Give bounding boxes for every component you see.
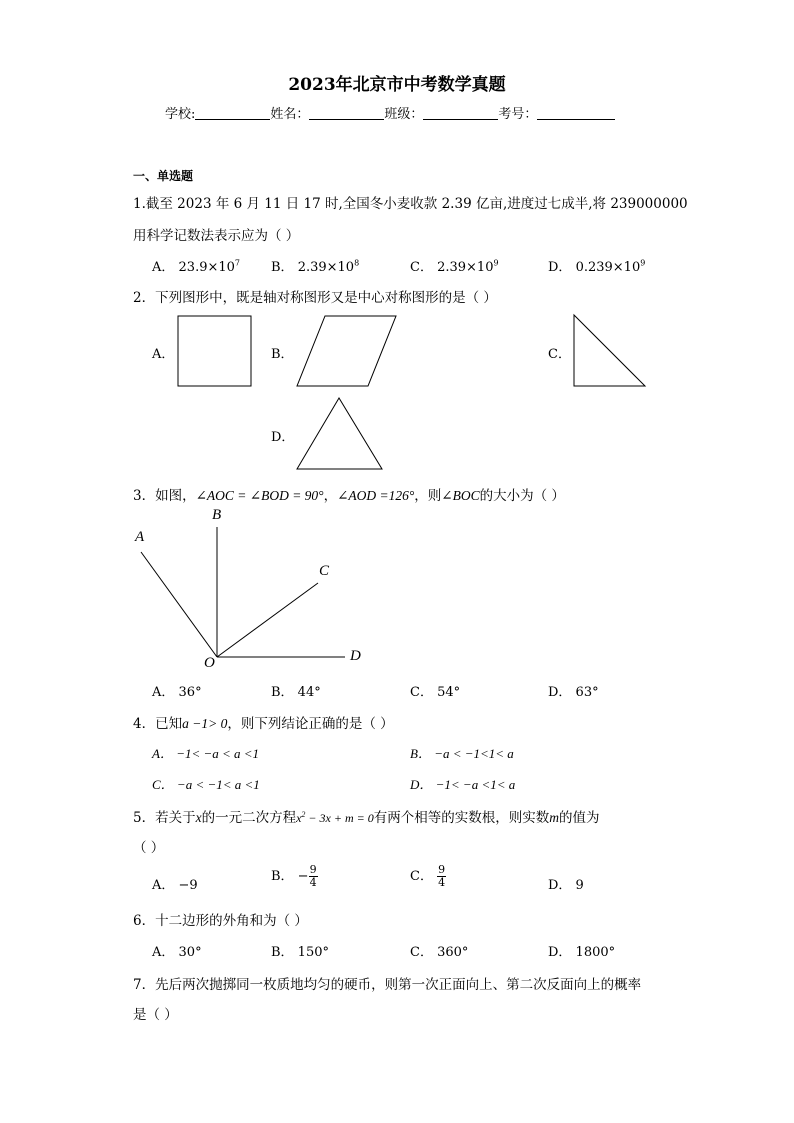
q2-text: 2．下列图形中，既是轴对称图形又是中心对称图形的是（ ） [133,290,497,306]
q5-option-d[interactable]: D． 9 [548,878,584,893]
section-heading: 一、单选题 [133,169,194,183]
point-d-label: D [350,648,361,664]
q1-option-c[interactable]: C． $2.39\times 10^9$ [410,258,499,275]
q6-option-b[interactable]: B． 150° [271,945,329,960]
q1-line1: 1.截至 2023 年 6 月 11 日 17 时,全国冬小麦收款 2.39 亿亩,进度过七成半,将 239000000 [133,196,688,212]
ray-oa [141,552,217,657]
q1-option-d[interactable]: D． $0.239\times 10^9$ [548,258,646,275]
q4-option-a[interactable]: A． −1< −a < a <1 [152,746,260,761]
q2-option-d[interactable]: D． [271,430,295,445]
q6-option-a[interactable]: A． 30° [152,945,202,960]
point-a-label: A [135,529,145,545]
q7-line1: 7．先后两次抛掷同一枚质地均匀的硬币，则第一次正面向上、第二次反面向上的概率 [133,977,642,993]
name-label: 姓名： [270,107,310,122]
q4-option-c[interactable]: C． −a < −1< a <1 [152,777,260,792]
q4-option-b[interactable]: B． −a < −1<1< a [410,746,514,761]
page-title: 2023年北京市中考数学真题 [288,75,506,95]
q5-option-a[interactable]: A． −9 [152,878,198,893]
q2-option-b[interactable]: B． [271,347,294,362]
q5-text: 5．若关于x的一元二次方程$x^2 - 3x + m = 0$有两个相等的实数根，则实数m的值为 [133,810,600,826]
school-label: 学校: [165,107,196,122]
q6-option-d[interactable]: D． 1800° [548,945,616,960]
q2-option-c[interactable]: C． [548,347,571,362]
q1-option-b[interactable]: B． $2.39\times 10^8$ [271,258,360,275]
q4-text: 4．已知a −1> 0，则下列结论正确的是（ ） [133,716,394,732]
class-label: 班级： [384,107,424,122]
q5-line2: （ ） [133,840,165,856]
q3-option-a[interactable]: A． 36° [152,685,202,700]
point-b-label: B [212,507,222,523]
ray-oc [217,583,318,657]
q4-option-d[interactable]: D． −1< −a <1< a [410,777,516,792]
point-c-label: C [319,563,330,579]
q1-line2: 用科学记数法表示应为（ ） [133,228,300,244]
q3-option-b[interactable]: B． 44° [271,685,321,700]
q6-text: 6．十二边形的外角和为（ ） [133,913,308,929]
q6-option-c[interactable]: C． 360° [410,945,469,960]
number-label: 考号： [498,107,538,122]
q2-option-a[interactable]: A． [152,347,175,362]
q3-option-c[interactable]: C． 54° [410,685,461,700]
q5-option-b[interactable]: B． − $\frac{9}{4}$ [271,863,317,889]
q3-option-d[interactable]: D． 63° [548,685,599,700]
q3-text: 3．如图，∠AOC = ∠BOD = 90°，∠AOD =126°，则∠BOC的大小为（ ） [133,488,565,504]
q5-option-c[interactable]: C． $\frac{9}{4}$ [410,863,446,889]
q7-line2: 是（ ） [133,1007,178,1023]
q1-option-a[interactable]: A． $23.9\times 10^7$ [152,258,241,275]
point-o-label: O [204,655,215,671]
